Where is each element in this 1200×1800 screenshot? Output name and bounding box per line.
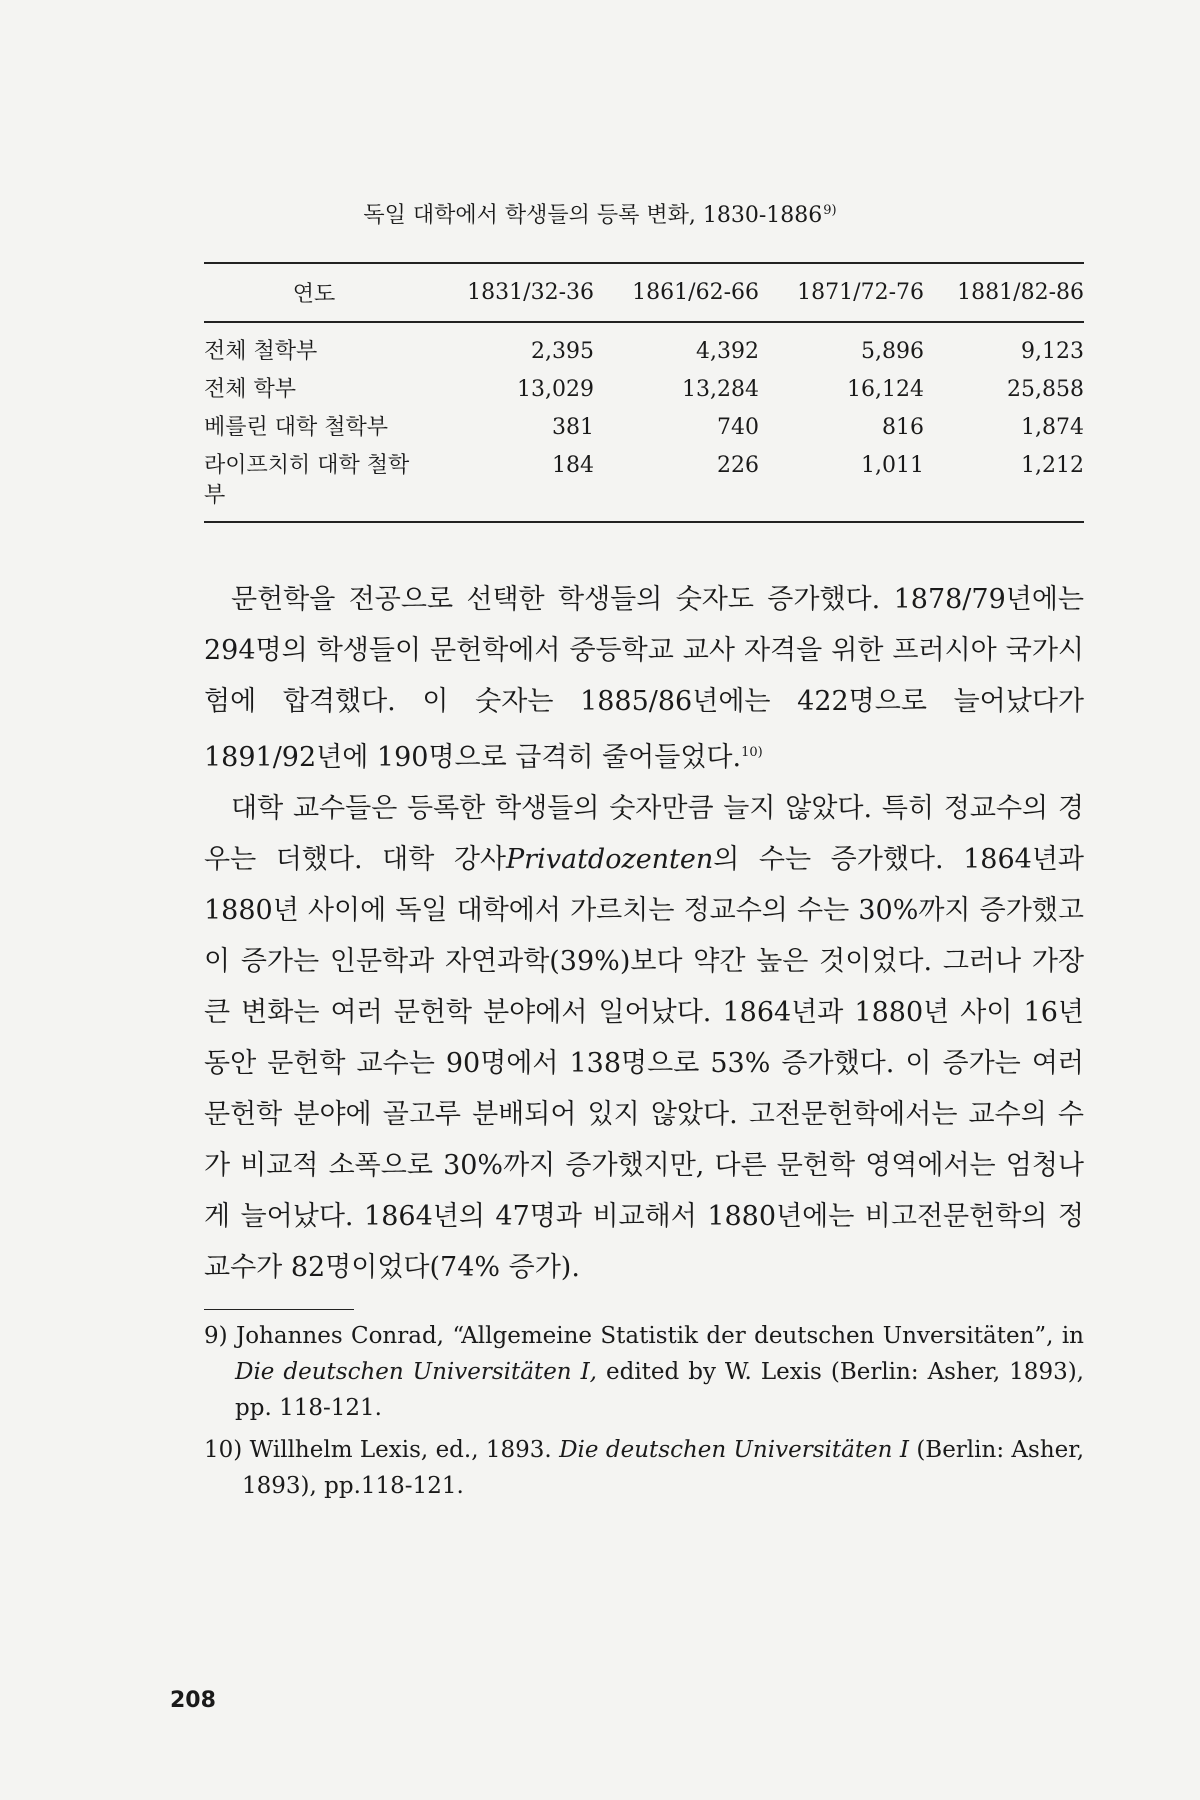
paragraph-2-text-after: 의 수는 증가했다. 1864년과 1880년 사이에 독일 대학에서 가르치는 정교수의 수는 30%까지 증가했고 이 증가는 인문학과 자연과학(39%)보다 약간 높은 것이었다. 그러나 가장 큰 변화는 여러 문헌학 분야에서 일어났다. 1864년과 1880년 사이 16년 동안 문헌학 교수는 90명에서 138명으로 53% 증가했다. 이 증가는 여러 문헌학 분야에 골고루 분배되어 있지 않았다. 고전문헌학에서는 교수의 수가 비교적 소폭으로 30%까지 증가했지만, 다른 문헌학 영역에서는 엄청나게 늘어났다. 1864년의 47명과 비교해서 1880년에는 비고전문헌학의 정교수가 82명이었다(74% 증가). (204, 844, 1084, 1283)
table-caption (0, 198, 1200, 229)
table-cell: 13,029 (517, 377, 594, 402)
table-cell: 2,395 (531, 339, 594, 364)
footnote-text: Johannes Conrad, “Allgemeine Statistik der deutschen Unversitäten”, in (235, 1323, 1084, 1349)
table-cell: 381 (552, 415, 594, 440)
footnote-italic-title: Die deutschen Universitäten I, (235, 1359, 597, 1385)
footnote-italic-title: Die deutschen Universitäten I (559, 1437, 909, 1463)
table-cell: 16,124 (847, 377, 924, 402)
table-cell: 816 (882, 415, 924, 440)
table-row (204, 447, 1084, 522)
table-cell: 1,212 (1021, 453, 1084, 478)
table-row (204, 322, 1084, 371)
table-cell: 9,123 (1021, 339, 1084, 364)
table-cell: 1,874 (1021, 415, 1084, 440)
footnote-number: 10) (204, 1437, 243, 1463)
footnote-text: edited by W. Lexis (Berlin: Asher, 1893), pp. 118-121. (235, 1359, 1084, 1421)
table-header-period-3: 1871/72-76 (797, 280, 924, 305)
row-label: 전체 학부 (204, 377, 297, 402)
table-cell: 4,392 (696, 339, 759, 364)
table-cell: 226 (717, 453, 759, 478)
table-header-row (204, 263, 1084, 322)
footnote-ref-10: 10) (741, 745, 763, 760)
body-text (204, 574, 1084, 1293)
row-label: 베를린 대학 철학부 (204, 415, 389, 440)
footnote-divider (204, 1309, 354, 1310)
table-cell: 740 (717, 415, 759, 440)
footnote-text: (Berlin: Asher, 1893), pp.118-121. (242, 1437, 1085, 1499)
footnote-number: 9) (204, 1323, 228, 1349)
row-label: 라이프치히 대학 철학부 (204, 453, 410, 508)
table-row (204, 371, 1084, 409)
row-label: 전체 철학부 (204, 339, 318, 364)
footnotes (204, 1318, 1084, 1510)
table-cell: 25,858 (1007, 377, 1084, 402)
table-cell: 1,011 (861, 453, 924, 478)
table-header-period-4: 1881/82-86 (957, 280, 1084, 305)
table-header-period-1: 1831/32-36 (467, 280, 594, 305)
table-caption-footnote-ref: 9) (823, 202, 837, 218)
footnote-text: Willhelm Lexis, ed., 1893. (249, 1437, 552, 1463)
paragraph-2 (204, 783, 1084, 1293)
table-cell: 184 (552, 453, 594, 478)
table-cell: 5,896 (861, 339, 924, 364)
table-cell: 13,284 (682, 377, 759, 402)
table-header-year: 연도 (292, 282, 336, 307)
paragraph-2-italic-term: Privatdozenten (506, 844, 714, 875)
table-header-period-2: 1861/62-66 (632, 280, 759, 305)
table-caption-title: 독일 대학에서 학생들의 등록 변화, 1830-1886 (363, 203, 823, 228)
footnote-10 (204, 1432, 1084, 1504)
paragraph-1-text: 문헌학을 전공으로 선택한 학생들의 숫자도 증가했다. 1878/79년에는 294명의 학생들이 문헌학에서 중등학교 교사 자격을 위한 프러시아 국가시험에 합격했다. 이 숫자는 1885/86년에는 422명으로 늘어났다가 1891/92년에 190명으로 급격히 줄어들었다. (204, 584, 1084, 773)
enrollment-table (204, 262, 1084, 523)
table-row (204, 409, 1084, 447)
page-number: 208 (170, 1688, 216, 1713)
footnote-9 (204, 1318, 1084, 1426)
paragraph-1 (204, 574, 1084, 783)
paragraph-2-text-before: 대학 교수들은 등록한 학생들의 숫자만큼 늘지 않았다. 특히 정교수의 경우는 더했다. 대학 강사 (204, 793, 1084, 875)
